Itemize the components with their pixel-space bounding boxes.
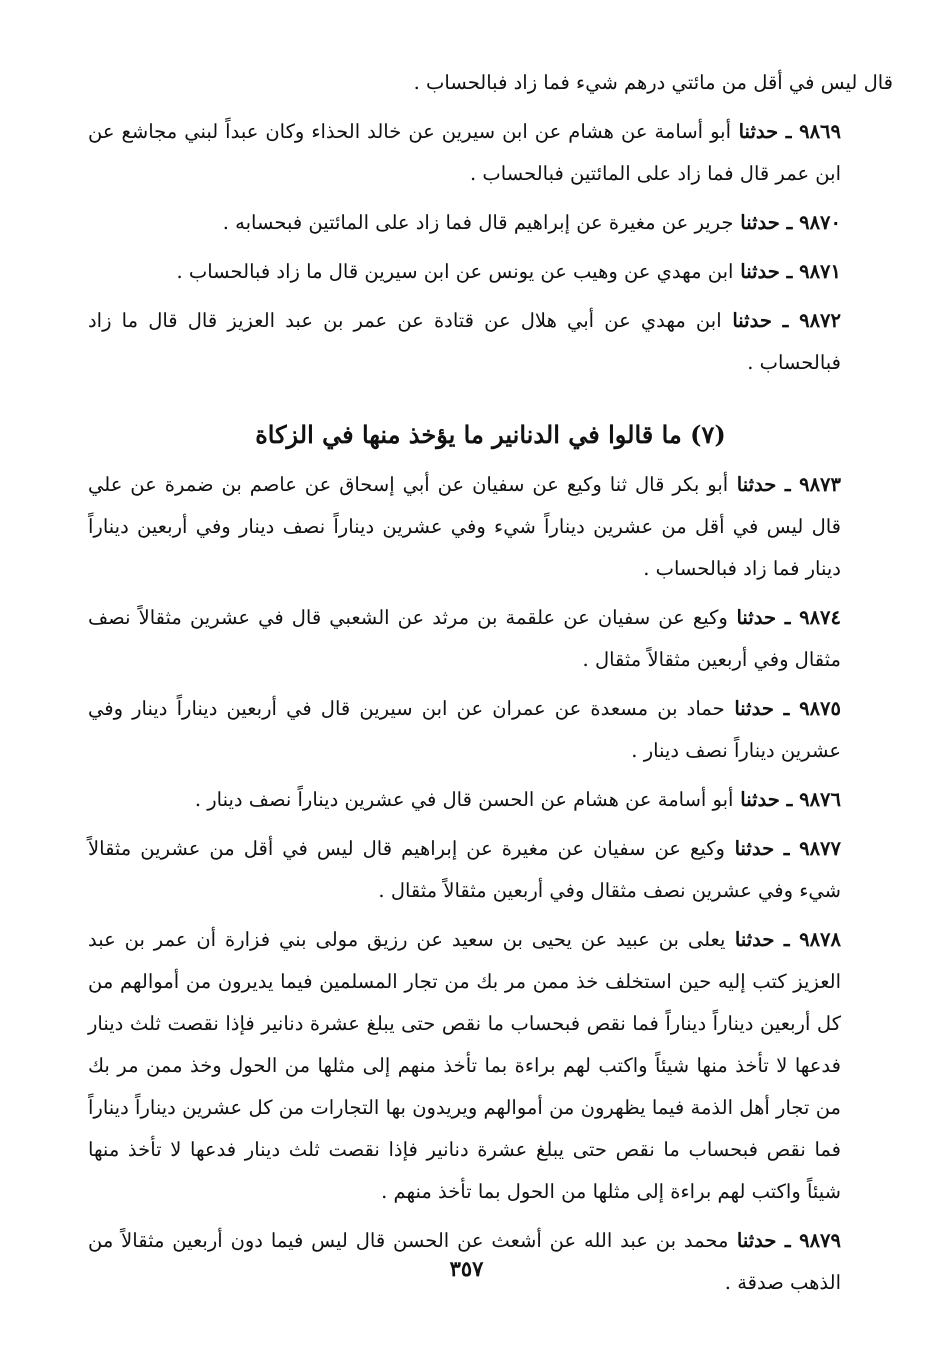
hadith-number: ٩٨٧٧ [799,837,842,860]
hadith-9870 [88,202,893,244]
hadith-number: ٩٨٧٠ [799,211,841,234]
hadith-marker: ـ حدثنا [727,606,800,629]
hadith-number: ٩٨٧٦ [799,788,841,811]
hadith-number: ٩٨٧٢ [799,309,841,332]
hadith-9873 [88,464,893,590]
section-heading: (٧) ما قالوا في الدنانير ما يؤخذ منها في الزكاة [255,420,726,449]
hadith-number: ٩٨٧٨ [799,928,842,951]
hadith-number: ٩٨٧٣ [799,473,842,496]
hadith-number: ٩٨٧٤ [799,606,841,629]
paragraph-continuation [88,62,893,104]
hadith-9872 [88,300,893,384]
hadith-9875 [88,688,893,772]
hadith-number: ٩٨٧١ [799,260,841,283]
page-number: ٣٥٧ [449,1256,484,1281]
hadith-9874 [88,597,893,681]
hadith-text: حماد بن مسعدة عن عمران عن ابن سيرين قال في أربعين ديناراً دينار وفي عشرين ديناراً نصف دينار . [88,697,841,762]
hadith-number: ٩٨٧٩ [799,1229,841,1252]
hadith-marker: ـ حدثنا [733,260,800,283]
hadith-text: محمد بن عبد الله عن أشعث عن الحسن قال ليس فيما دون أربعين مثقالاً من الذهب صدقة . [88,1229,841,1294]
hadith-9876 [88,779,893,821]
hadith-text: أبو أسامة عن هشام عن الحسن قال في عشرين ديناراً نصف دينار . [194,788,734,811]
hadith-marker: ـ حدثنا [728,473,800,496]
hadith-text: يعلى بن عبيد عن يحيى بن سعيد عن رزيق مولى بني فزارة أن عمر بن عبد العزيز كتب إليه حين استخلف خذ ممن مر بك من تجار المسلمين فيما يديرون من أموالهم من كل أربعين ديناراً ديناراً فما نقص فبحساب ما نقص حتى يبلغ عشرة دنانير فإذا نقصت ثلث دينار فدعها لا تأخذ منها شيئاً واكتب لهم براءة بما تأخذ منهم إلى مثلها من الحول وخذ ممن مر بك من تجار أهل الذمة فيما يظهرون من أموالهم ويريدون بها التجارات من كل عشرين ديناراً ديناراً فما نقص فبحساب ما نقص حتى يبلغ عشرة دنانير فإذا نقصت ثلث دينار فدعها لا تأخذ منها شيئاً واكتب لهم براءة إلى مثلها من الحول بما تأخذ منهم . [88,928,841,1203]
paragraph-text: قال ليس في أقل من مائتي درهم شيء فما زاد فبالحساب . [413,71,893,94]
hadith-text: وكيع عن سفيان عن مغيرة عن إبراهيم قال ليس في أقل من عشرين مثقالاً شيء وفي عشرين نصف مثقال وفي أربعين مثقالاً مثقال . [88,837,841,902]
hadith-9877 [88,828,893,912]
hadith-9869 [88,111,893,195]
hadith-marker: ـ حدثنا [724,837,800,860]
hadith-text: ابن مهدي عن أبي هلال عن قتادة عن عمر بن عبد العزيز قال قال ما زاد فبالحساب . [88,309,841,374]
hadith-marker: ـ حدثنا [724,697,800,720]
hadith-text: ابن مهدي عن وهيب عن يونس عن ابن سيرين قال ما زاد فبالحساب . [176,260,734,283]
hadith-number: ٩٨٦٩ [799,120,841,143]
hadith-text: أبو أسامة عن هشام عن ابن سيرين عن خالد الحذاء وكان عبداً لبني مجاشع عن ابن عمر قال فما زاد على المائتين فبالحساب . [88,120,841,185]
hadith-text: جرير عن مغيرة عن إبراهيم قال فما زاد على المائتين فبحسابه . [222,211,734,234]
hadith-number: ٩٨٧٥ [799,697,841,720]
hadith-9871 [88,251,893,293]
hadith-text: وكيع عن سفيان عن علقمة بن مرثد عن الشعبي قال في عشرين مثقالاً نصف مثقال وفي أربعين مثقالاً مثقال . [88,606,841,671]
hadith-marker: ـ حدثنا [725,928,800,951]
hadith-marker: ـ حدثنا [721,309,800,332]
hadith-marker: ـ حدثنا [733,788,800,811]
hadith-9878 [88,919,893,1213]
hadith-marker: ـ حدثنا [728,1229,800,1252]
hadith-marker: ـ حدثنا [733,211,800,234]
hadith-marker: ـ حدثنا [731,120,800,143]
hadith-text: أبو بكر قال ثنا وكيع عن سفيان عن أبي إسحاق عن عاصم بن ضمرة عن علي قال ليس في أقل من عشرين ديناراً شيء وفي عشرين ديناراً نصف دينار وفي أربعين ديناراً دينار فما زاد فبالحساب . [88,473,841,580]
